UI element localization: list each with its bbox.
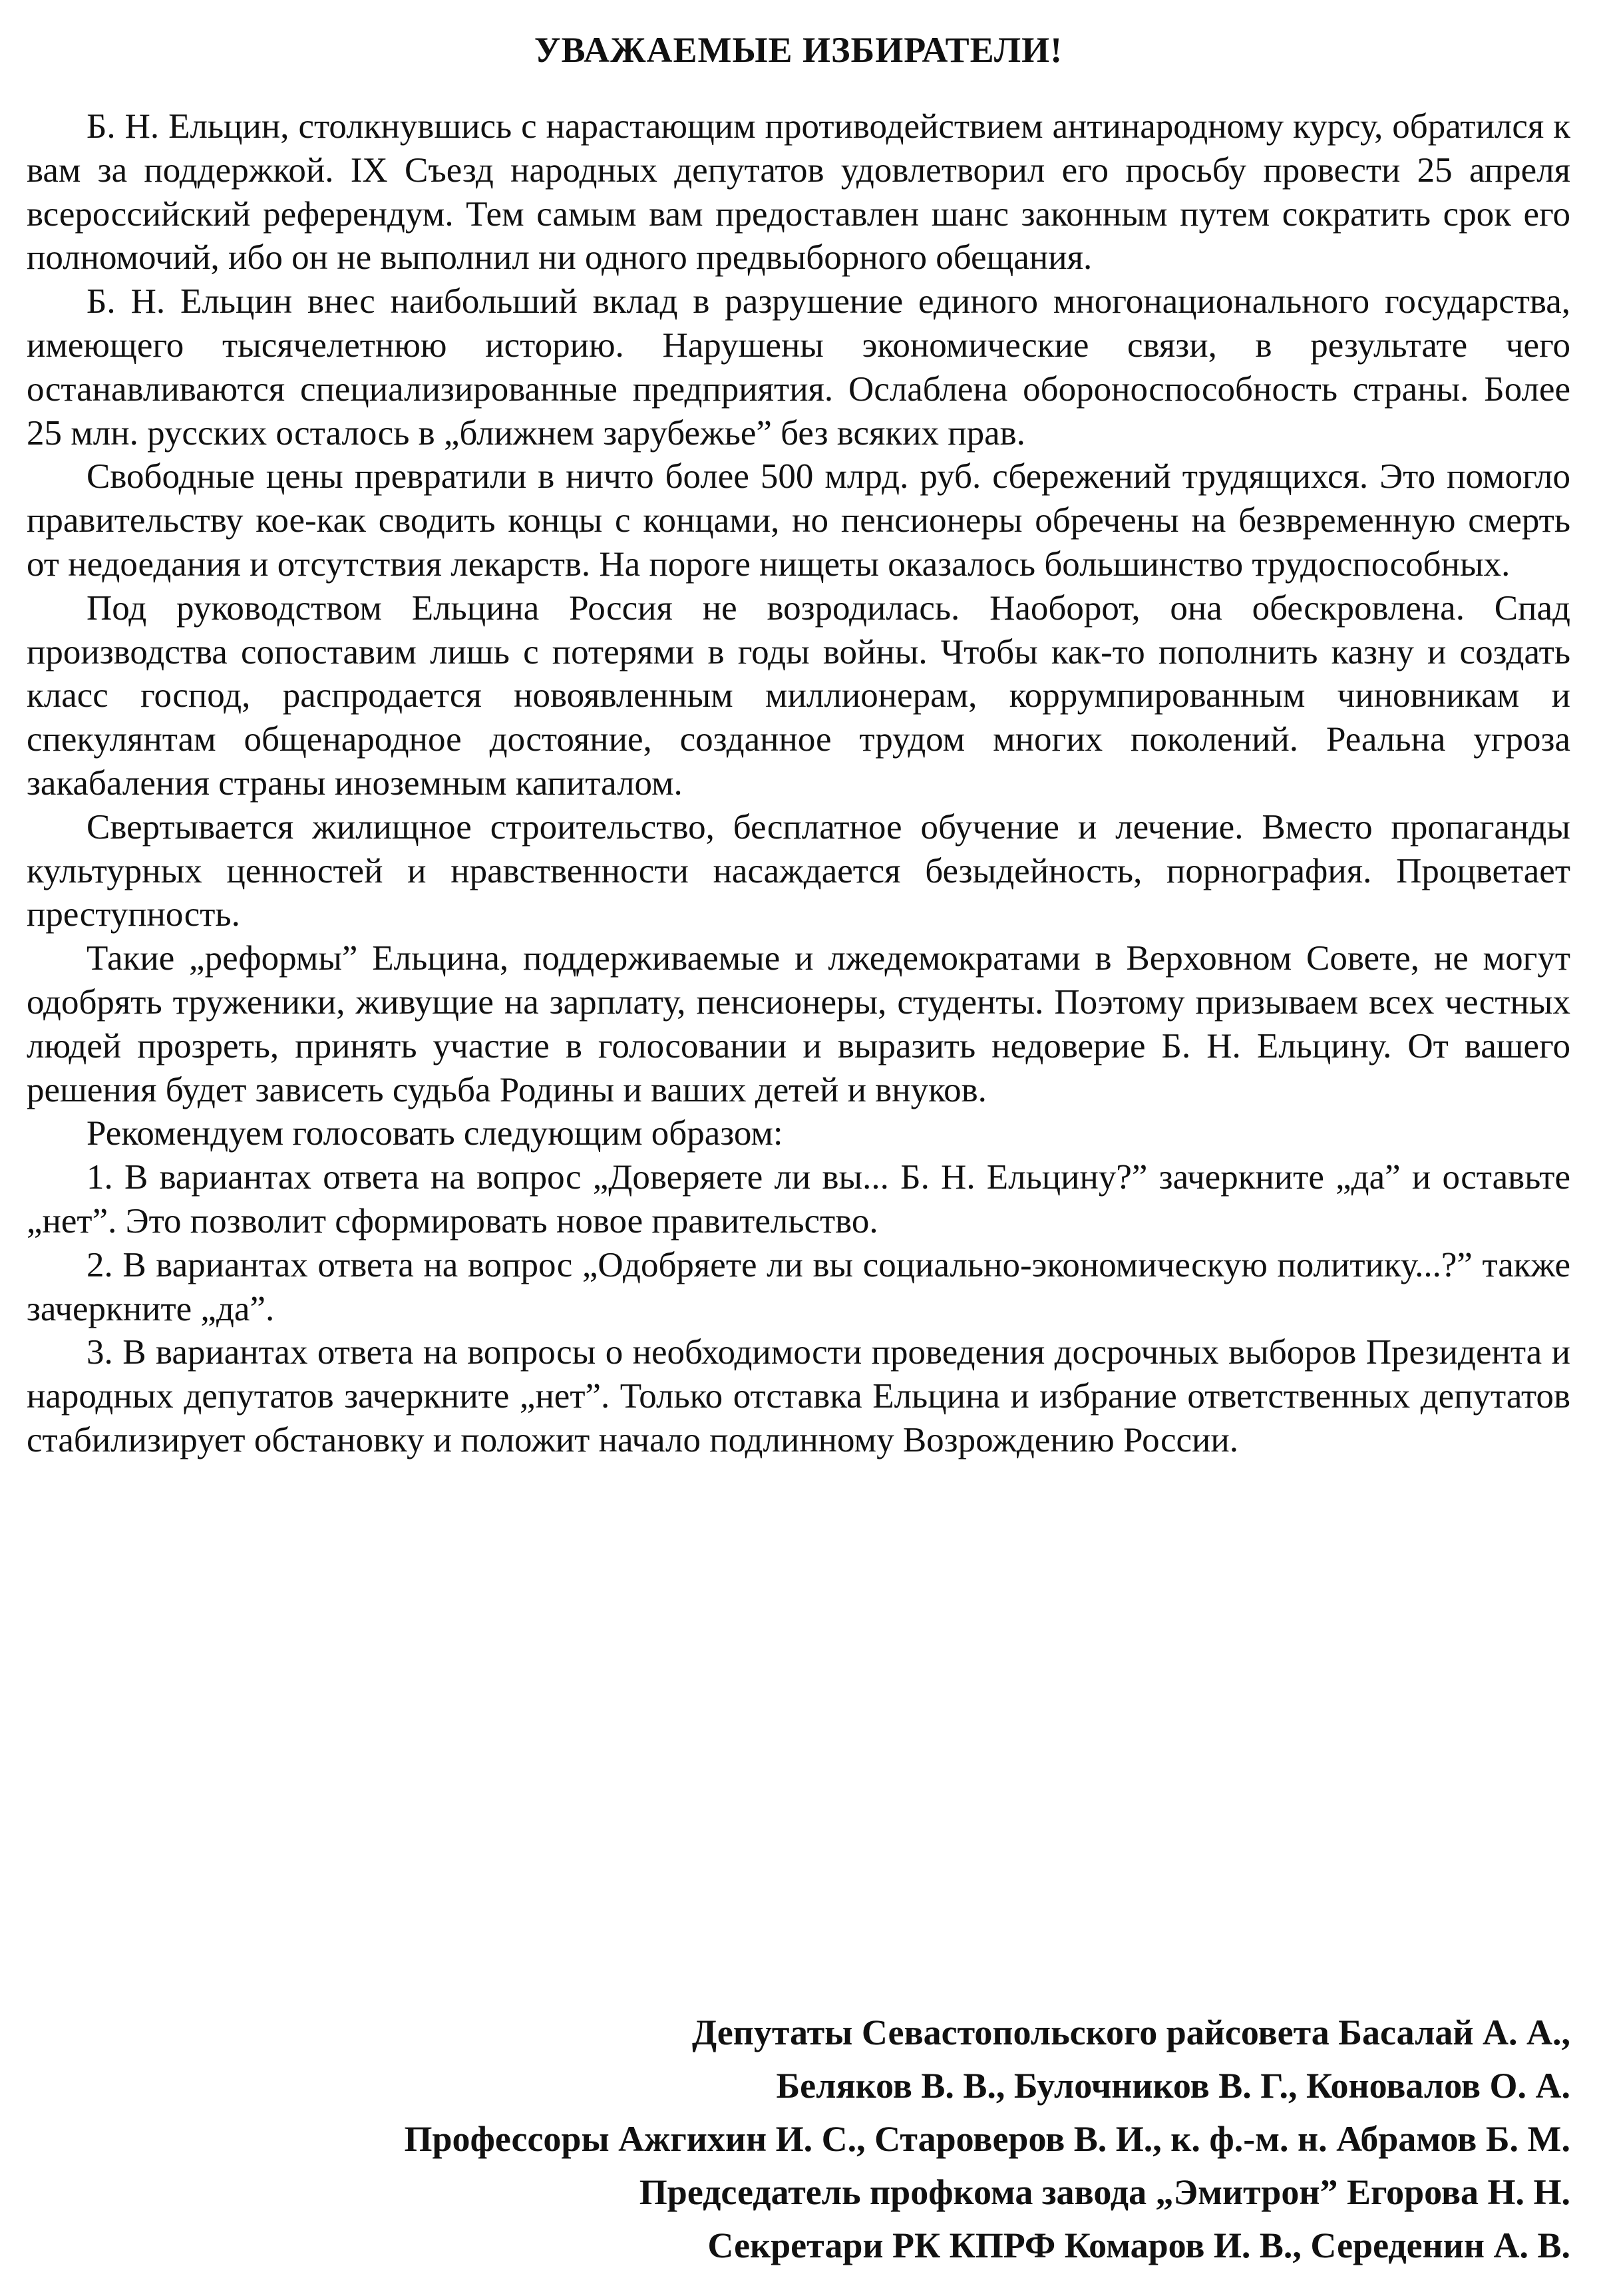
paragraph-3: Свободные цены превратили в ничто более 500 млрд. руб. сбережений трудящихся. Это помогло правительству кое-как сводить концы с концами, но пенсионеры обречены на безвременную смерть от недоедания и отсутствия лекарств. На пороге нищеты оказалось большинство трудоспособных. [27, 457, 1570, 584]
recommendation-item-3: 3. В вариантах ответа на вопросы о необходимости проведения досрочных выборов Президента и народных депутатов зачеркните „нет”. Только отставка Ельцина и избрание ответственных депутатов стабилизирует обстановку и положит начало подлинному Возрождению России. [27, 1333, 1570, 1459]
document-title: УВАЖАЕМЫЕ ИЗБИРАТЕЛИ! [534, 30, 1063, 70]
recommendation-item-1: 1. В вариантах ответа на вопрос „Доверяете ли вы... Б. Н. Ельцину?” зачеркните „да” и оставьте „нет”. Это позволит сформировать новое правительство. [27, 1158, 1570, 1241]
signature-line-5: Секретари РК КПРФ Комаров И. В., Середенин А. В. [707, 2225, 1570, 2265]
paragraph-4: Под руководством Ельцина Россия не возродилась. Наоборот, она обескровлена. Спад производства сопоставим лишь с потерями в годы войны. Чтобы как-то пополнить казну и создать класс господ, распродается новоявленным миллионерам, коррумпированным чиновникам и спекулянтам общенародное достояние, созданное трудом многих поколений. Реальна угроза закабаления страны иноземным капиталом. [27, 588, 1570, 803]
paragraph-1: Б. Н. Ельцин, столкнувшись с нарастающим противодействием антинародному курсу, обратился к вам за поддержкой. IX Съезд народных депутатов удовлетворил его просьбу провести 25 апреля всероссийский референдум. Тем самым вам предоставлен шанс законным путем сократить срок его полномочий, ибо он не выполнил ни одного предвыборного обещания. [27, 107, 1570, 278]
signature-block [27, 2006, 1570, 2272]
signature-line-2: Беляков В. В., Булочников В. Г., Коновалов О. А. [776, 2066, 1570, 2106]
document-body [27, 105, 1570, 1463]
paragraph-7: Рекомендуем голосовать следующим образом: [87, 1114, 783, 1153]
signature-line-3: Профессоры Ажгихин И. С., Староверов В. И., к. ф.-м. н. Абрамов Б. М. [404, 2119, 1570, 2159]
paragraph-2: Б. Н. Ельцин внес наибольший вклад в разрушение единого многонационального государства, имеющего тысячелетнюю историю. Нарушены экономические связи, в результате чего останавливаются специализированные предприятия. Ослаблена обороноспособность страны. Более 25 млн. русских осталось в „ближнем зарубежье” без всяких прав. [27, 282, 1570, 453]
paragraph-5: Свертывается жилищное строительство, бесплатное обучение и лечение. Вместо пропаганды культурных ценностей и нравственности насаждается безыдейность, порнография. Процветает преступность. [27, 807, 1570, 934]
paragraph-6: Такие „реформы” Ельцина, поддерживаемые и лжедемократами в Верховном Совете, не могут одобрять труженики, живущие на зарплату, пенсионеры, студенты. Поэтому призываем всех честных людей прозреть, принять участие в голосовании и выразить недоверие Б. Н. Ельцину. От вашего решения будет зависеть судьба Родины и ваших детей и внуков. [27, 939, 1570, 1109]
recommendation-item-2: 2. В вариантах ответа на вопрос „Одобряете ли вы социально-экономическую политику...?” также зачеркните „да”. [27, 1245, 1570, 1328]
signature-line-4: Председатель профкома завода „Эмитрон” Егорова Н. Н. [639, 2172, 1570, 2212]
signature-line-1: Депутаты Севастопольского райсовета Басалай А. А., [691, 2012, 1570, 2052]
